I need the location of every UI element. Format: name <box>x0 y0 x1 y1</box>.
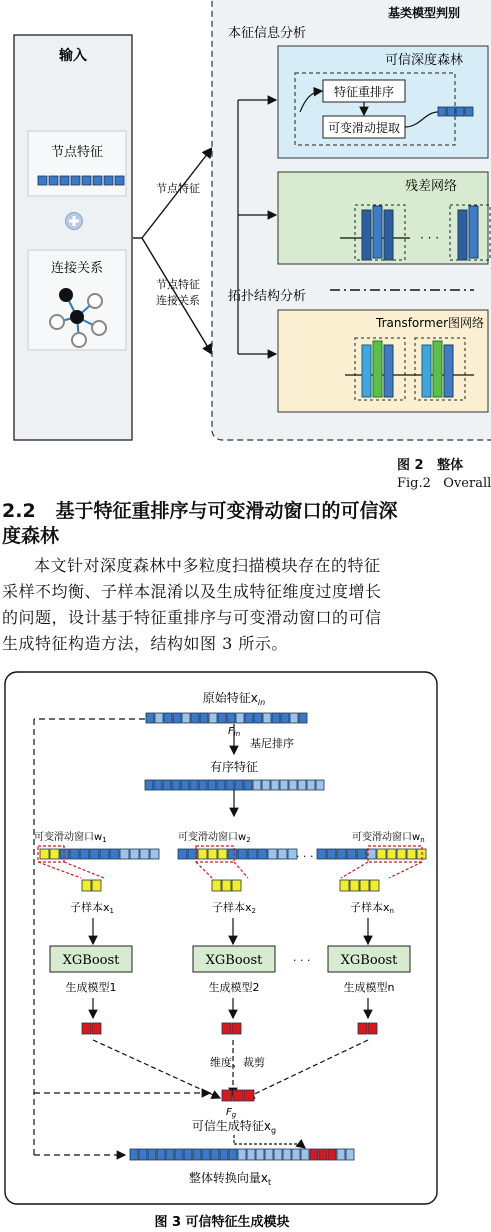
feature-cell <box>357 849 366 859</box>
feature-cell <box>258 849 267 859</box>
feature-cell <box>157 1149 165 1160</box>
gini-sort-label: 基尼排序 <box>250 737 294 750</box>
feature-cell <box>208 780 216 790</box>
subsample-2-label: 子样本x2 <box>212 901 256 915</box>
feature-cell <box>110 849 119 859</box>
feature-cell <box>244 780 252 790</box>
feature-cell <box>218 849 227 859</box>
xgboost-ellipsis: · · · <box>293 954 311 967</box>
feature-cell <box>245 713 253 723</box>
feature-cell <box>289 780 297 790</box>
fin-label: $F_{in}$ <box>228 726 241 738</box>
feature-cell <box>70 849 79 859</box>
feature-cell <box>92 880 101 891</box>
link-relation-label: 连接关系 <box>50 261 104 276</box>
fg-label: $F_g$ <box>226 1107 237 1119</box>
feature-cell <box>209 713 217 723</box>
feature-cell <box>211 1149 219 1160</box>
dim-crop-label: 维度、裁剪 <box>210 1056 265 1069</box>
overall-vector-cells <box>130 1149 354 1160</box>
feature-cell <box>248 849 257 859</box>
feature-cell <box>229 1149 237 1160</box>
fig3-caption: 图 3 可信特征生成模块 <box>154 1215 290 1230</box>
feature-cell <box>283 1149 291 1160</box>
feature-cell <box>319 1149 327 1160</box>
feature-cell <box>262 780 270 790</box>
feature-cell <box>146 713 154 723</box>
feature-cell <box>299 713 307 723</box>
svg-text:XGBoost: XGBoost <box>340 953 398 968</box>
feature-cell <box>139 1149 147 1160</box>
feature-cell <box>222 1090 232 1101</box>
feature-cell <box>438 107 446 116</box>
feature-cell <box>163 780 171 790</box>
feature-cell <box>307 780 315 790</box>
feature-cell <box>232 880 241 891</box>
ordered-feature-label: 有序特征 <box>209 760 259 774</box>
feature-cell <box>90 849 99 859</box>
feature-cell <box>104 176 113 185</box>
feature-cell <box>115 176 124 185</box>
svg-text:XGBoost: XGBoost <box>62 953 120 968</box>
transformer-title: Transformer图网络 <box>376 316 485 330</box>
feature-cell <box>292 1149 300 1160</box>
subsample-1-label: 子样本x1 <box>70 901 114 915</box>
base-model-title: 基类模型判别 <box>388 6 461 20</box>
feature-cell <box>456 107 464 116</box>
feature-cell <box>60 176 69 185</box>
feature-cell <box>447 107 455 116</box>
feature-cell <box>154 780 162 790</box>
feature-cell <box>340 880 349 891</box>
feature-cell <box>173 713 181 723</box>
feature-cell <box>268 849 277 859</box>
feature-cell <box>92 1023 101 1034</box>
residual-title: 残差网络 <box>405 179 458 194</box>
feature-cell <box>226 780 234 790</box>
subsample-n-label: 子样本xn <box>350 901 394 915</box>
feature-cell <box>247 1149 255 1160</box>
window-wn-label: 可变滑动窗口$w_n$ <box>352 832 425 844</box>
arrow-label-link-relation: 连接关系 <box>156 294 200 307</box>
gen-model-1-label: 生成模型1 <box>65 981 117 994</box>
feature-cell <box>301 1149 309 1160</box>
feature-cell <box>377 849 386 859</box>
feature-cell <box>202 1149 210 1160</box>
feature-cell <box>465 107 473 116</box>
feature-cell <box>254 713 262 723</box>
plus-icon <box>66 213 83 230</box>
paragraph-line3: 的问题，设计基于特征重排序与可变滑动窗口的可信 <box>2 608 382 627</box>
feature-cell <box>238 849 247 859</box>
window-ellipsis: · · · <box>296 850 314 863</box>
svg-text:XGBoost: XGBoost <box>205 953 263 968</box>
feature-cell <box>100 849 109 859</box>
feature-cell <box>263 713 271 723</box>
feature-cell <box>166 1149 174 1160</box>
feature-cell <box>130 1149 138 1160</box>
feature-cell <box>238 1149 246 1160</box>
input-branch-arrows <box>133 148 212 354</box>
fig2-caption-cn-text: 图 2 整体 <box>397 458 464 473</box>
feature-cell <box>182 713 190 723</box>
forest-title: 可信深度森林 <box>385 53 464 68</box>
node-feature-box <box>28 131 126 196</box>
feature-cell <box>222 880 231 891</box>
feature-cell <box>181 780 189 790</box>
feature-cell <box>190 780 198 790</box>
paragraph-line2: 采样不均衡、子样本混淆以及生成特征维度过度增长 <box>2 582 382 601</box>
feature-cell <box>71 176 80 185</box>
feature-cell <box>49 176 58 185</box>
gen-model-2-label: 生成模型2 <box>208 981 260 994</box>
feature-cell <box>40 849 49 859</box>
feature-cell <box>200 713 208 723</box>
feature-cell <box>233 1090 243 1101</box>
feature-cell <box>298 780 306 790</box>
svg-text:可变滑动提取: 可变滑动提取 <box>327 121 401 135</box>
feature-cell <box>82 1023 91 1034</box>
feature-cell <box>407 849 416 859</box>
feature-cell <box>368 1023 377 1034</box>
feature-cell <box>217 780 225 790</box>
feature-cell <box>327 849 336 859</box>
feature-cell <box>218 713 226 723</box>
feature-cell <box>212 880 221 891</box>
svg-text:特征重排序: 特征重排序 <box>333 85 395 99</box>
feature-cell <box>265 1149 273 1160</box>
feature-cell <box>280 780 288 790</box>
feature-cell <box>358 1023 367 1034</box>
feature-cell <box>272 713 280 723</box>
feature-cell <box>328 1149 336 1160</box>
feature-cell <box>80 849 89 859</box>
feature-cell <box>346 1149 354 1160</box>
input-title: 输入 <box>59 48 87 64</box>
trusted-feature-cells <box>222 1090 254 1101</box>
feature-cell <box>93 176 102 185</box>
feature-cell <box>191 713 199 723</box>
section-heading-line2: 度森林 <box>2 525 60 547</box>
feature-cell <box>38 176 47 185</box>
feature-cell <box>278 849 287 859</box>
feature-cell <box>164 713 172 723</box>
feature-cell <box>232 1023 241 1034</box>
feature-cell <box>253 780 261 790</box>
feature-cell <box>130 849 139 859</box>
raw-feature-label: 原始特征$x_{in}$ <box>202 691 266 707</box>
figure-2 <box>0 0 485 442</box>
fig2-caption-en: Fig.2 Overall <box>397 476 491 491</box>
feature-cell <box>227 713 235 723</box>
feature-cell <box>350 880 359 891</box>
topology-section-title: 拓扑结构分析 <box>228 289 307 304</box>
feature-cell <box>397 849 406 859</box>
feature-cell <box>208 849 217 859</box>
feature-cell <box>256 1149 264 1160</box>
feature-cell <box>228 849 237 859</box>
arrow-label-node-feature-2: 节点特征 <box>156 278 200 291</box>
window-w2-label: 可变滑动窗口$w_2$ <box>178 832 251 844</box>
feature-cell <box>199 780 207 790</box>
window-w1-label: 可变滑动窗口$w_1$ <box>34 832 107 844</box>
residual-ellipsis: · · · <box>420 231 440 245</box>
feature-cell <box>274 1149 282 1160</box>
feature-cell <box>387 849 396 859</box>
feature-cell <box>198 849 207 859</box>
node-feature-label: 节点特征 <box>50 145 104 160</box>
feature-cell <box>120 849 129 859</box>
figure-3 <box>0 668 474 1232</box>
feature-cell <box>220 1149 228 1160</box>
feature-cell <box>317 849 326 859</box>
section-heading-line1: 2.2 基于特征重排序与可变滑动窗口的可信深 <box>2 500 398 522</box>
feature-cell <box>235 780 243 790</box>
trusted-feature-label: 可信生成特征$x_g$ <box>191 1119 277 1135</box>
feature-cell <box>310 1149 318 1160</box>
feature-cell <box>140 849 149 859</box>
input-panel <box>14 35 132 440</box>
feature-cell <box>155 713 163 723</box>
feature-cell <box>184 1149 192 1160</box>
feature-cell <box>360 880 369 891</box>
feature-cell <box>175 1149 183 1160</box>
feature-cell <box>145 780 153 790</box>
feature-cell <box>281 713 289 723</box>
feature-cell <box>178 849 187 859</box>
feature-cell <box>82 880 91 891</box>
paragraph-line1: 本文针对深度森林中多粒度扫描模块存在的特征 <box>34 556 381 575</box>
feature-cell <box>316 780 324 790</box>
feature-cell <box>337 849 346 859</box>
intrinsic-section-title: 本征信息分析 <box>228 26 307 41</box>
feature-cell <box>193 1149 201 1160</box>
feature-cell <box>50 849 59 859</box>
feature-cell <box>290 713 298 723</box>
feature-cell <box>236 713 244 723</box>
feature-cell <box>148 1149 156 1160</box>
feature-cell <box>370 880 379 891</box>
overall-vector-label: 整体转换向量$x_t$ <box>188 1171 272 1187</box>
paragraph-line4: 生成特征构造方法，结构如图 3 所示。 <box>2 634 288 653</box>
feature-cell <box>222 1023 231 1034</box>
gen-model-n-label: 生成模型n <box>343 981 395 994</box>
feature-cell <box>244 1090 254 1101</box>
feature-cell <box>271 780 279 790</box>
feature-cell <box>347 849 356 859</box>
feature-cell <box>172 780 180 790</box>
feature-cell <box>150 849 159 859</box>
feature-cell <box>337 1149 345 1160</box>
feature-cell <box>82 176 91 185</box>
arrow-label-node-feature: 节点特征 <box>156 182 200 195</box>
